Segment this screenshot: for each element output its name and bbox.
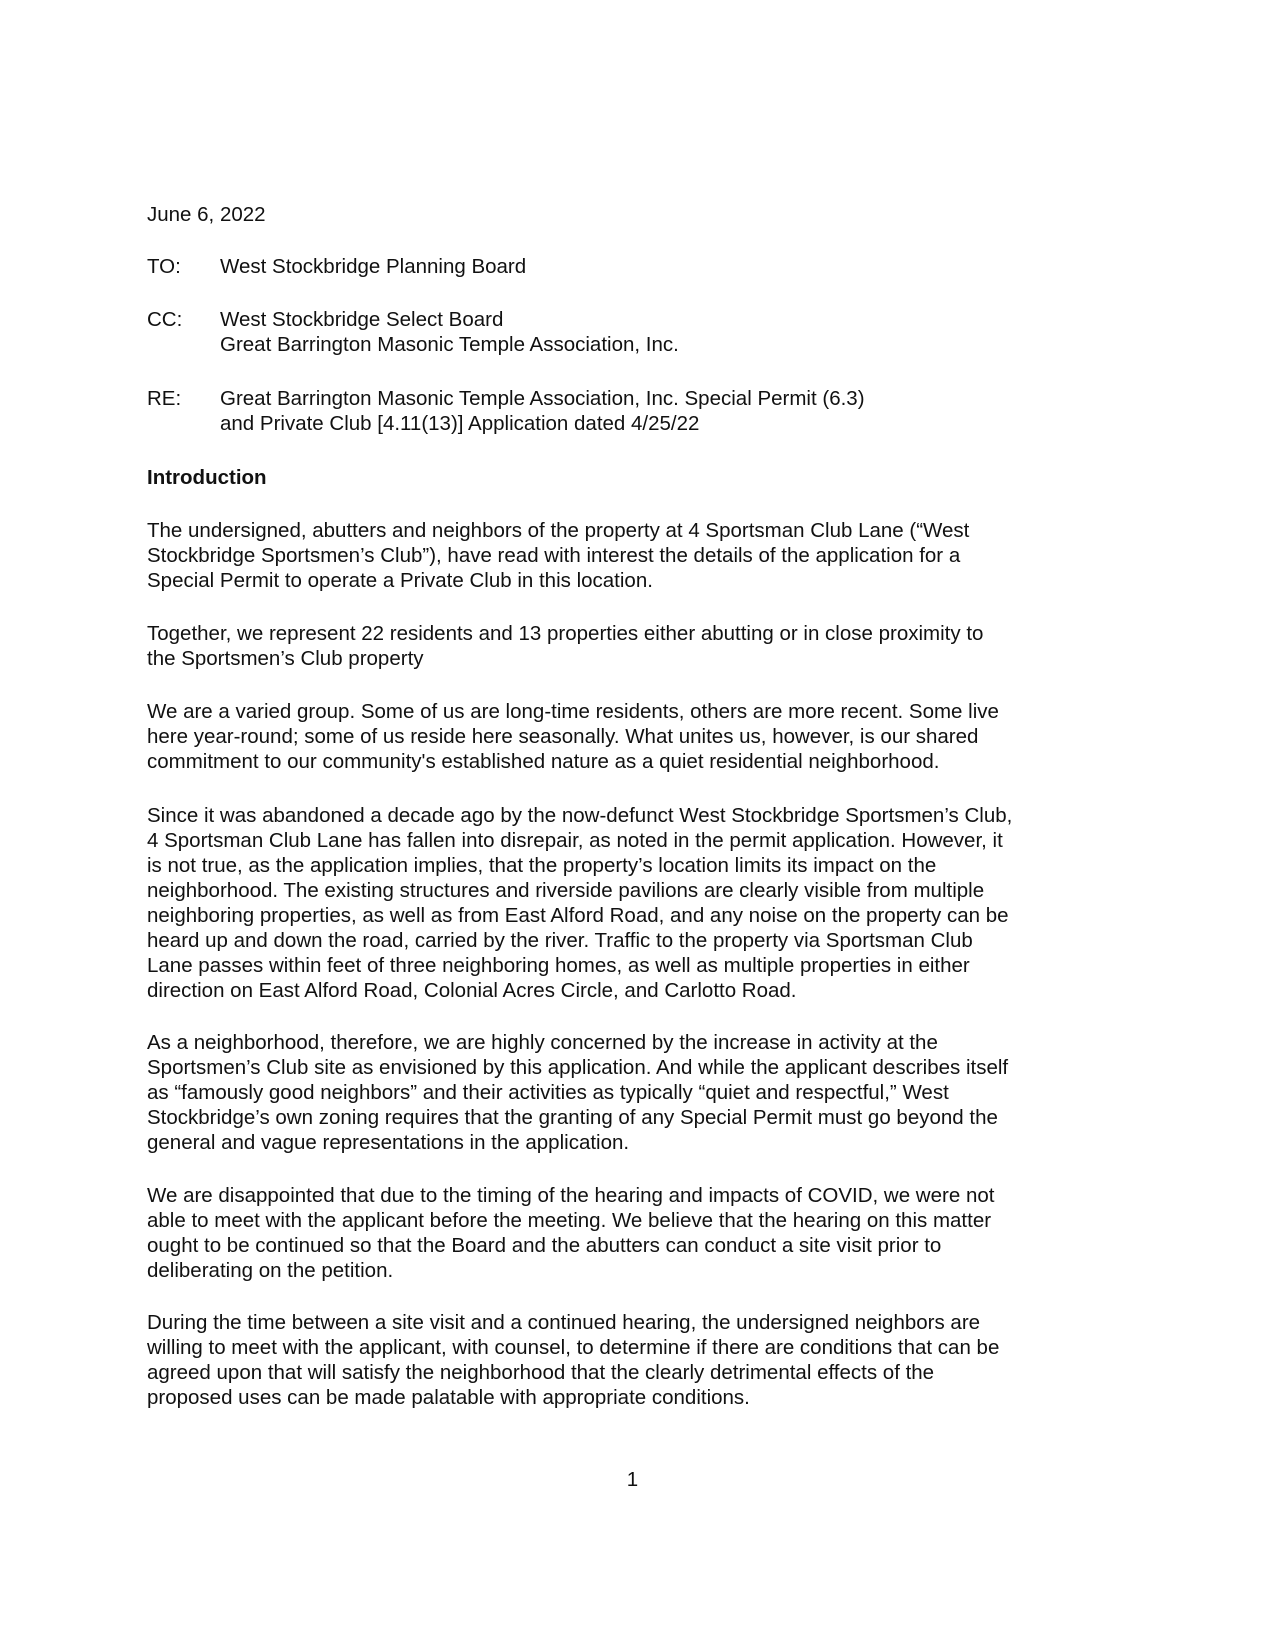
cc-value (220, 307, 1140, 357)
text-line: here year-round; some of us reside here seasonally. What unites us, however, is our shared (147, 725, 979, 748)
text-line: 4 Sportsman Club Lane has fallen into disrepair, as noted in the permit application. However, it (147, 829, 1003, 852)
text-line: Stockbridge Sportsmen’s Club”), have read with interest the details of the application for a (147, 544, 961, 567)
re-subject-line: and Private Club [4.11(13)] Application dated 4/25/22 (220, 412, 700, 435)
text-line: able to meet with the applicant before the meeting. We believe that the hearing on this matter (147, 1209, 992, 1232)
paragraph-willing-to-meet (147, 1310, 1107, 1410)
re-label: RE: (147, 387, 182, 410)
text-line: The undersigned, abutters and neighbors of the property at 4 Sportsman Club Lane (“West (147, 519, 970, 542)
cc-recipient: Great Barrington Masonic Temple Association, Inc. (220, 333, 679, 356)
to-recipient: West Stockbridge Planning Board (220, 255, 527, 278)
paragraph-concerns (147, 1030, 1107, 1155)
text-line: is not true, as the application implies, that the property’s location limits its impact on the (147, 854, 937, 877)
paragraph-continuance-request (147, 1183, 1107, 1283)
text-line: heard up and down the road, carried by the river. Traffic to the property via Sportsman Club (147, 929, 973, 952)
paragraph-property-history (147, 803, 1107, 1003)
text-line: Since it was abandoned a decade ago by the now-defunct West Stockbridge Sportsmen’s Club, (147, 804, 1013, 827)
section-heading-introduction: Introduction (147, 466, 267, 489)
text-line: We are a varied group. Some of us are long-time residents, others are more recent. Some live (147, 700, 999, 723)
to-value (220, 254, 1140, 279)
text-line: Sportsmen’s Club site as envisioned by this application. And while the applicant describes itself (147, 1056, 1009, 1079)
paragraph-representation (147, 621, 1107, 671)
text-line: Stockbridge’s own zoning requires that the granting of any Special Permit must go beyond the (147, 1106, 998, 1129)
paragraph-abutters (147, 518, 1107, 593)
text-line: Together, we represent 22 residents and 13 properties either abutting or in close proximity to (147, 622, 984, 645)
paragraph-varied-group (147, 699, 1107, 774)
text-line: deliberating on the petition. (147, 1259, 394, 1282)
text-line: commitment to our community's established nature as a quiet residential neighborhood. (147, 750, 940, 773)
text-line: willing to meet with the applicant, with counsel, to determine if there are conditions that can be (147, 1336, 1000, 1359)
page-number: 1 (626, 1468, 639, 1491)
text-line: proposed uses can be made palatable with appropriate conditions. (147, 1386, 750, 1409)
text-line: Lane passes within feet of three neighboring homes, as well as multiple properties in either (147, 954, 970, 977)
cc-recipient: West Stockbridge Select Board (220, 308, 504, 331)
text-line: neighborhood. The existing structures and riverside pavilions are clearly visible from multiple (147, 879, 985, 902)
text-line: agreed upon that will satisfy the neighborhood that the clearly detrimental effects of the (147, 1361, 935, 1384)
text-line: During the time between a site visit and a continued hearing, the undersigned neighbors are (147, 1311, 981, 1334)
text-line: neighboring properties, as well as from East Alford Road, and any noise on the property can be (147, 904, 1009, 927)
re-value (220, 386, 1140, 436)
letter-date: June 6, 2022 (147, 203, 266, 226)
to-label: TO: (147, 255, 181, 278)
cc-label: CC: (147, 308, 183, 331)
re-subject-line: Great Barrington Masonic Temple Association, Inc. Special Permit (6.3) (220, 387, 865, 410)
text-line: as “famously good neighbors” and their activities as typically “quiet and respectful,” West (147, 1081, 949, 1104)
text-line: As a neighborhood, therefore, we are highly concerned by the increase in activity at the (147, 1031, 938, 1054)
text-line: direction on East Alford Road, Colonial Acres Circle, and Carlotto Road. (147, 979, 797, 1002)
text-line: general and vague representations in the application. (147, 1131, 630, 1154)
text-line: Special Permit to operate a Private Club in this location. (147, 569, 653, 592)
text-line: the Sportsmen’s Club property (147, 647, 424, 670)
text-line: We are disappointed that due to the timing of the hearing and impacts of COVID, we were not (147, 1184, 995, 1207)
text-line: ought to be continued so that the Board and the abutters can conduct a site visit prior to (147, 1234, 942, 1257)
